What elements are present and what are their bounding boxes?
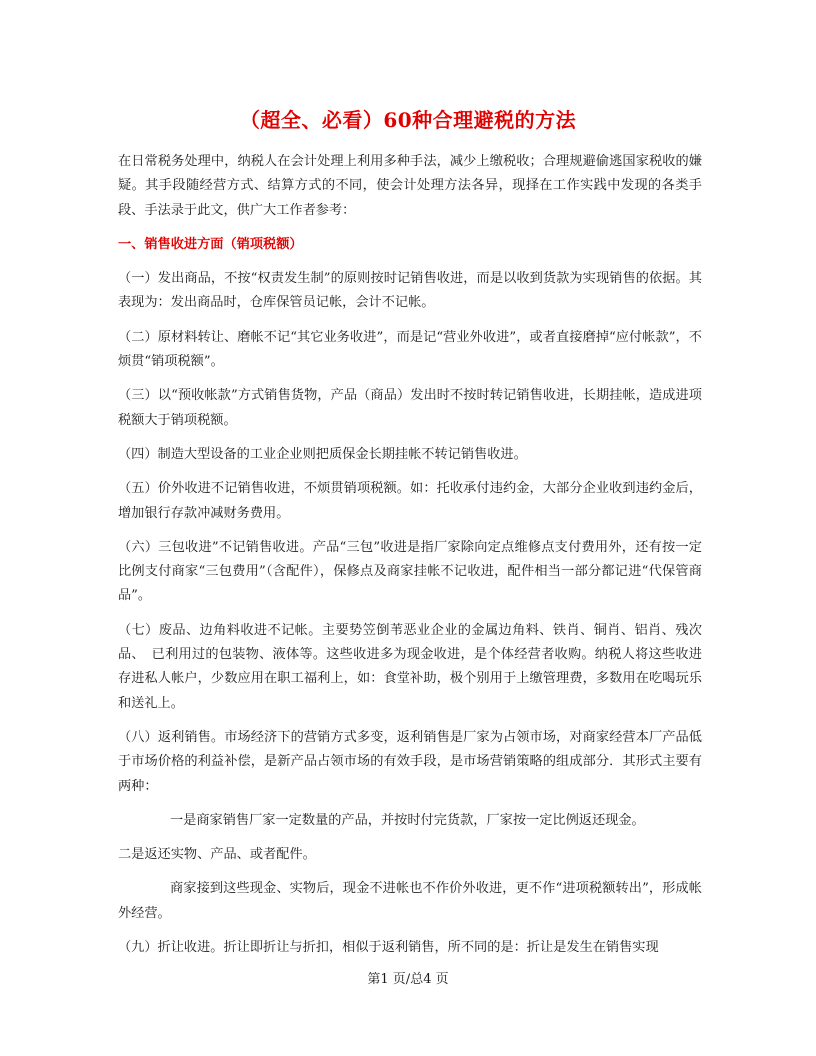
- rebate-form-one: 一是商家销售厂家一定数量的产品，并按时付完货款，厂家按一定比例返还现金。: [170, 812, 645, 828]
- intro-paragraph: 在日常税务处理中，纳税人在会计处理上利用多种手法，减少上缴税收；合理规避偷逃国家税收的嫌疑。其手段随经营方式、结算方式的不同，使会计处理方法各异，现择在工作实践中发现的各类手段、手法录于此文，供广大工作者参考：: [118, 154, 702, 218]
- page-footer: 第1 页/总4 页: [367, 972, 449, 987]
- paragraph-6: （六）三包收进”不记销售收进。产品“三包”收进是指厂家除向定点维修点支付费用外，还有按一定比例支付商家“三包费用”（含配件），保修点及商家挂帐不记收进，配件相当一部分都记进“代保管商品”。: [118, 539, 702, 604]
- paragraph-9: （九）折让收进。折让即折让与折扣，相似于返利销售，所不同的是：折让是发生在销售实现: [118, 940, 659, 956]
- paragraph-1: （一）发出商品，不按“权责发生制”的原则按时记销售收进，而是以收到货款为实现销售的依据。其表现为：发出商品时，仓库保管员记帐，会计不记帐。: [118, 271, 702, 311]
- document-title: （超全、必看）60种合理避税的方法: [239, 108, 577, 132]
- paragraph-3: （三）以“预收帐款”方式销售货物，产品（商品）发出时不按时转记销售收进，长期挂帐，造成进项税额大于销项税额。: [118, 388, 702, 428]
- section-heading: 一、销售收进方面（销项税额）: [118, 236, 303, 252]
- rebate-note: 商家接到这些现金、实物后，现金不进帐也不作价外收进，更不作“进项税额转出”，形成帐外经营。: [118, 881, 702, 921]
- paragraph-7: （七）废品、边角料收进不记帐。主要势笠倒苇恶业企业的金属边角料、铁肖、铜肖、铝肖、残次品、 已利用过的包装物、液体等。这些收进多为现金收进，是个体经营者收购。纳税人将这些收进存进私人帐户，少数应用在职工福利上，如：食堂补助，极个别用于上缴管理费，多数用在吃喝玩乐和送礼上。: [118, 622, 702, 711]
- paragraph-4: （四）制造大型设备的工业企业则把质保金长期挂帐不转记销售收进。: [118, 446, 527, 462]
- paragraph-8: （八）返利销售。市场经济下的营销方式多变，返利销售是厂家为占领市场，对商家经营本厂产品低于市场价格的利益补偿，是新产品占领市场的有效手段，是市场营销策略的组成部分．其形式主要有两种：: [118, 729, 702, 794]
- paragraph-5: （五）价外收进不记销售收进，不烦贯销项税额。如：托收承付违约金，大部分企业收到违约金后，增加银行存款冲减财务费用。: [118, 481, 702, 521]
- paragraph-2: （二）原材料转让、磨帐不记“其它业务收进”，而是记“营业外收进”，或者直接磨掉“应付帐款”，不烦贯“销项税额”。: [118, 329, 702, 370]
- document-body: [118, 150, 702, 970]
- rebate-form-two: 二是返还实物、产品、或者配件。: [118, 847, 316, 863]
